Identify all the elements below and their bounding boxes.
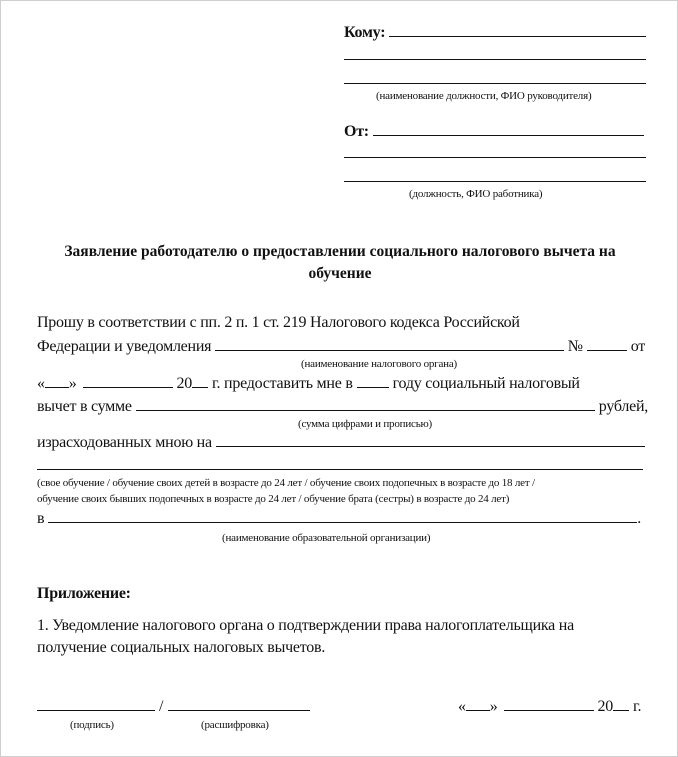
tax-authority-field[interactable] [215, 336, 563, 351]
year-field[interactable] [192, 373, 208, 388]
to-label: Кому: [344, 24, 386, 41]
from-field [344, 121, 644, 142]
notice-number-field[interactable] [587, 336, 627, 351]
caption-tax-authority: (наименование налогового органа) [301, 358, 458, 370]
signature-field[interactable] [37, 696, 155, 711]
to-line-2[interactable] [344, 45, 646, 60]
number-sign: № [567, 338, 583, 355]
text: году социальный налоговый [392, 375, 580, 392]
organization-field[interactable] [48, 508, 637, 523]
purpose-field-2[interactable] [37, 455, 643, 470]
text: 20 [597, 698, 613, 715]
body-line-3 [37, 373, 580, 394]
from-caption: (должность, ФИО работника) [409, 188, 543, 200]
text: в [37, 510, 45, 527]
title-line-2: обучение [308, 265, 372, 282]
caption-decoding: (расшифровка) [201, 719, 269, 731]
to-line-3[interactable] [344, 69, 646, 84]
body-line-2 [37, 336, 645, 357]
body-line-7 [37, 508, 641, 529]
text: г. [633, 698, 642, 715]
text: израсходованных мною на [37, 434, 212, 451]
signature-row [37, 696, 310, 717]
text: » [489, 698, 498, 715]
body-line-5 [37, 432, 645, 453]
text: 20 [176, 375, 192, 392]
body-line-4 [37, 396, 648, 417]
from-label: От: [344, 123, 369, 140]
from-line-2[interactable] [344, 143, 646, 158]
sign-month-field[interactable] [504, 696, 594, 711]
month-field[interactable] [83, 373, 173, 388]
text: . [637, 510, 641, 527]
appendix-item-1-line-1: 1. Уведомление налогового органа о подтверждении права налогоплательщика на [37, 617, 574, 634]
to-field [344, 22, 646, 43]
day-field[interactable] [45, 373, 69, 388]
amount-field[interactable] [136, 396, 595, 411]
text: Федерации и уведомления [37, 338, 212, 355]
text: г. предоставить мне в [212, 375, 353, 392]
caption-purpose-2: обучение своих бывших подопечных в возрасте до 24 лет / обучение брата (сестры) в возрасте до 24 лет) [37, 493, 510, 505]
text: » [68, 375, 77, 392]
text: « [37, 375, 45, 392]
text: « [458, 698, 466, 715]
deduction-year-field[interactable] [357, 373, 389, 388]
appendix-item-1-line-2: получение социальных налоговых вычетов. [37, 639, 326, 656]
sign-day-field[interactable] [466, 696, 490, 711]
text: вычет в сумме [37, 398, 132, 415]
appendix-heading: Приложение: [37, 585, 131, 602]
sign-year-field[interactable] [613, 696, 629, 711]
document-title [21, 241, 659, 285]
caption-amount: (сумма цифрами и прописью) [298, 418, 432, 430]
title-line-1: Заявление работодателю о предоставлении социального налогового вычета на [64, 243, 616, 260]
date-row [458, 696, 641, 717]
caption-purpose-1: (свое обучение / обучение своих детей в возрасте до 24 лет / обучение своих подопечных в возрасте до 18 лет / [37, 477, 535, 489]
purpose-field-1[interactable] [216, 432, 645, 447]
body-line-1: Прошу в соответствии с пп. 2 п. 1 ст. 219 Налогового кодекса Российской [37, 314, 520, 331]
from-line-3[interactable] [344, 167, 646, 182]
caption-organization: (наименование образовательной организации) [222, 532, 431, 544]
text: от [630, 338, 645, 355]
from-line-1[interactable] [373, 121, 644, 136]
slash: / [159, 698, 164, 715]
to-caption: (наименование должности, ФИО руководителя) [376, 90, 592, 102]
to-line-1[interactable] [389, 22, 646, 37]
caption-signature: (подпись) [70, 719, 114, 731]
decoding-field[interactable] [168, 696, 310, 711]
text: рублей, [598, 398, 648, 415]
